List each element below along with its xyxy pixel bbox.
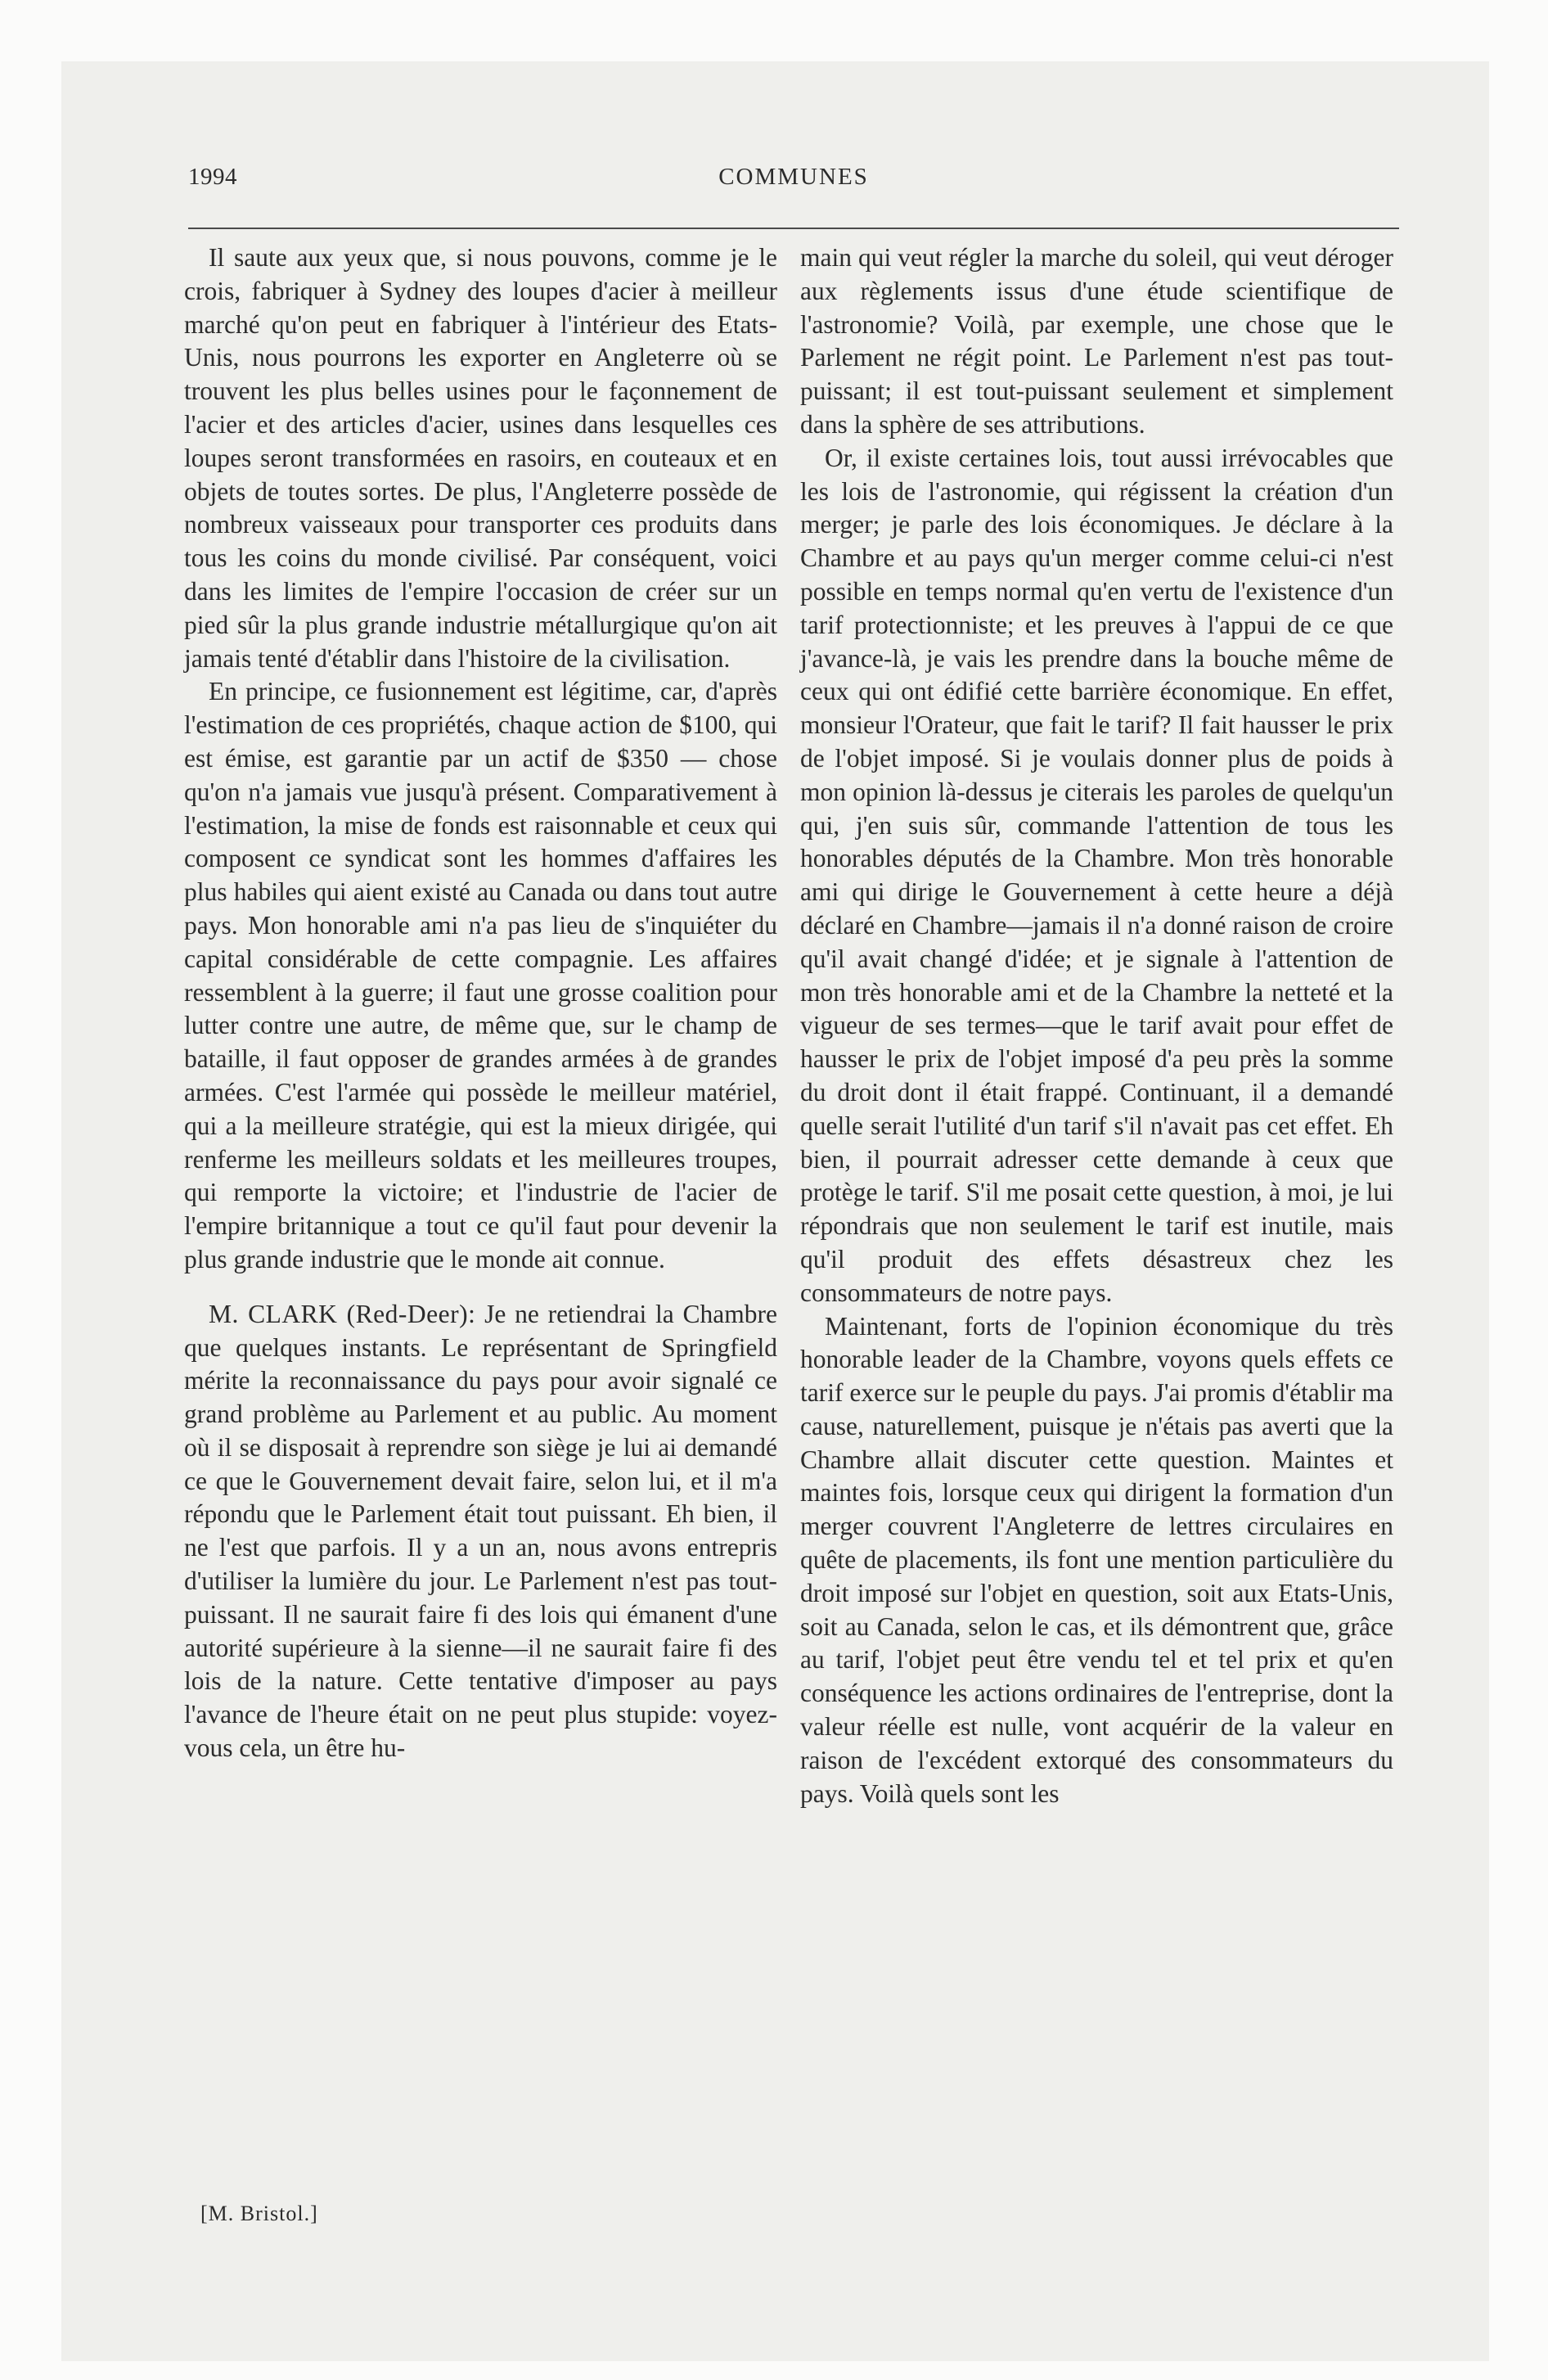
header-rule	[188, 228, 1399, 229]
paragraph: Il saute aux yeux que, si nous pouvons, comme je le crois, fabriquer à Sydney des loupes d'acier à meilleur marché qu'on peut en fabriquer à l'intérieur des Etats-Unis, nous pourrons les exporter en Angleterre où se trouvent les plus belles usines pour le façonnement de l'acier et des articles d'acier, usines dans lesquelles ces loupes seront transformées en rasoirs, en couteaux et en objets de toutes sortes. De plus, l'Angleterre possède de nombreux vaisseaux pour transporter ces produits dans tous les coins du monde civilisé. Par conséquent, voici dans les limites de l'empire l'occasion de créer sur un pied sûr la plus grande industrie métallurgique qu'on ait jamais tenté d'établir dans l'histoire de la civilisation.	[184, 243, 777, 673]
running-title: COMMUNES	[718, 164, 869, 190]
speaker-reference: [M. Bristol.]	[200, 2202, 318, 2225]
left-column	[184, 241, 777, 1765]
paragraph: Maintenant, forts de l'opinion économique du très honorable leader de la Chambre, voyons quels effets ce tarif exerce sur le peuple du pays. J'ai promis d'établir ma cause, naturellement, puisque je n'étais pas averti que la Chambre allait discuter cette question. Maintes et maintes fois, lorsque ceux qui dirigent la formation d'un merger couvrent l'Angleterre de lettres circulaires en quête de placements, ils font une mention particulière du droit imposé sur l'objet en question, soit aux Etats-Unis, soit au Canada, selon le cas, et ils démontrent que, grâce au tarif, l'objet peut être vendu tel et tel prix et qu'en conséquence les actions ordinaires de l'entreprise, dont la valeur réelle est nulle, vont acquérir de la valeur en raison de l'excédent extorqué des consommateurs du pays. Voilà quels sont les	[800, 1311, 1393, 1808]
speaker-name: M. CLARK (Red-Deer):	[209, 1299, 476, 1328]
paragraph: En principe, ce fusionnement est légitime, car, d'après l'estimation de ces propriétés, chaque action de $100, qui est émise, est garantie par un actif de $350 — chose qu'on n'a jamais vue jusqu'à présent. Comparativement à l'estimation, la mise de fonds est raisonnable et ceux qui composent ce syndicat sont les hommes d'affaires les plus habiles qui aient existé au Canada ou dans tout autre pays. Mon honorable ami n'a pas lieu de s'inquiéter du capital considérable de cette compagnie. Les affaires ressemblent à la guerre; il faut une grosse coalition pour lutter contre une autre, de même que, sur le champ de bataille, il faut opposer de grandes armées à de grandes armées. C'est l'armée qui possède le meilleur matériel, qui a la meilleure stratégie, qui est la mieux dirigée, qui renferme les meilleurs soldats et les meilleures troupes, qui remporte la victoire; et l'industrie de l'acier de l'empire britannique a tout ce qu'il faut pour devenir la plus grande industrie que le monde ait connue.	[184, 677, 777, 1273]
speech-text: Je ne retiendrai la Chambre que quelques instants. Le représentant de Springfield mérite la reconnaissance du pays pour avoir signalé ce grand problème au Parlement et au public. Au moment où il se disposait à reprendre son siège je lui ai demandé ce que le Gouvernement devait faire, selon lui, et il m'a répondu que le Parlement était tout puissant. Eh bien, il ne l'est que parfois. Il y a un an, nous avons entrepris d'utiliser la lumière du jour. Le Parlement n'est pas tout-puissant. Il ne saurait faire fi des lois qui émanent d'une autorité supérieure à la sienne—il ne saurait faire fi des lois de la nature. Cette tentative d'imposer au pays l'avance de l'heure était on ne peut plus stupide: voyez-vous cela, un être hu-	[184, 1299, 777, 1763]
page-header	[188, 164, 1399, 196]
speech-paragraph	[184, 1298, 777, 1765]
paragraph: main qui veut régler la marche du soleil, qui veut déroger aux règlements issus d'une étude scientifique de l'astronomie? Voilà, par exemple, une chose que le Parlement ne régit point. Le Parlement n'est pas tout-puissant; il est tout-puissant seulement et simplement dans la sphère de ses attributions.	[800, 243, 1393, 439]
right-column	[800, 241, 1393, 1810]
paragraph: Or, il existe certaines lois, tout aussi irrévocables que les lois de l'astronomie, qui régissent la création d'un merger; je parle des lois économiques. Je déclare à la Chambre et au pays qu'un merger comme celui-ci n'est possible en temps normal qu'en vertu de l'existence d'un tarif protectionniste; et les preuves à l'appui de ce que j'avance-là, je vais les prendre dans la bouche même de ceux qui ont édifié cette barrière économique. En effet, monsieur l'Orateur, que fait le tarif? Il fait hausser le prix de l'objet imposé. Si je voulais donner plus de poids à mon opinion là-dessus je citerais les paroles de quelqu'un qui, j'en suis sûr, commande l'attention de tous les honorables députés de la Chambre. Mon très honorable ami qui dirige le Gouvernement à cette heure a déjà déclaré en Chambre—jamais il n'a donné raison de croire qu'il avait changé d'idée; et je signale à l'attention de mon très honorable ami et de la Chambre la netteté et la vigueur de ses termes—que le tarif avait pour effet de hausser le prix de l'objet imposé d'a peu près la somme du droit dont il était frappé. Continuant, il a demandé quelle serait l'utilité d'un tarif s'il n'avait pas cet effet. Eh bien, il pourrait adresser cette demande à ceux que protège le tarif. S'il me posait cette question, à moi, je lui répondrais que non seulement le tarif est inutile, mais qu'il produit des effets désastreux chez les consommateurs de notre pays.	[800, 443, 1393, 1307]
page-number: 1994	[188, 164, 237, 190]
